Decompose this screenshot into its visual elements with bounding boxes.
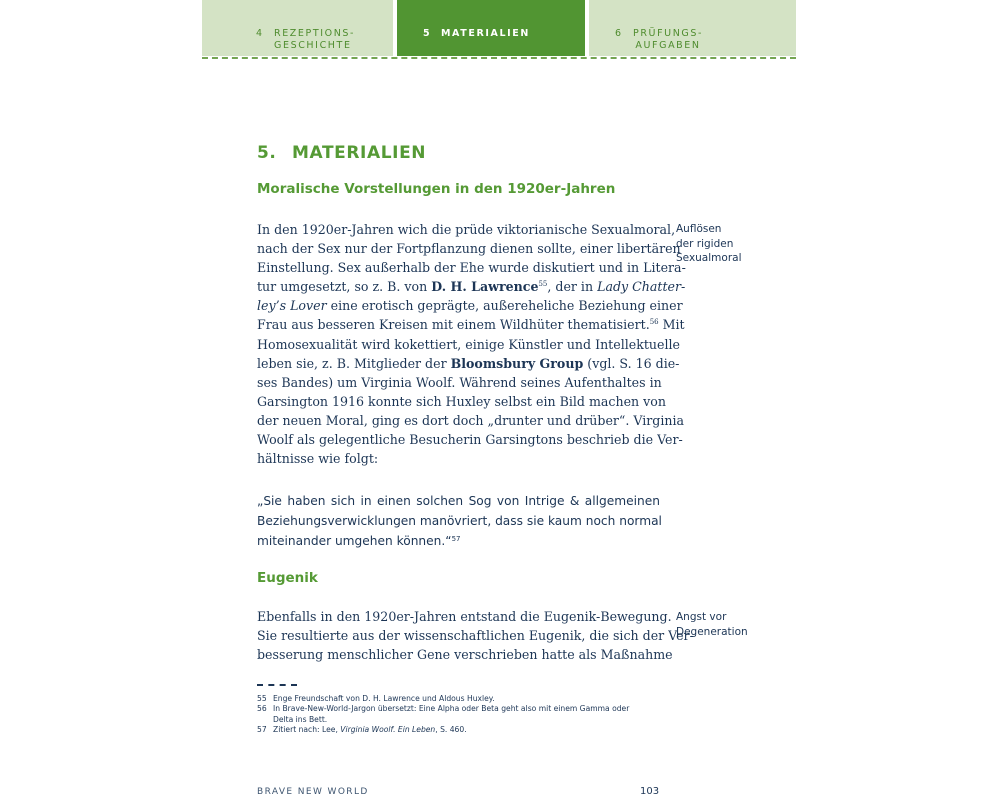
footnote-55 <box>257 694 660 704</box>
book-title: Virginia Woolf. Ein Leben <box>340 725 436 735</box>
text-line: ses Bandes) um Virginia Woolf. Während seines Aufenthaltes in <box>257 374 662 390</box>
marginal-line: Auflösen <box>676 223 722 235</box>
footnote-text <box>273 704 629 725</box>
text-line: nach der Sex nur der Fortpflanzung dienen sollte, einer libertären <box>257 241 681 257</box>
tab-number: 5 <box>423 28 432 39</box>
text-line: Sie resultierte aus der wissenschaftlichen Eugenik, die sich der Ver- <box>257 628 694 644</box>
section-heading-moral: Moralische Vorstellungen in den 1920er-Jahren <box>257 181 616 197</box>
footnote-line: Delta ins Bett. <box>273 714 328 724</box>
text-run: Frau aus besseren Kreisen mit einem Wildhüter thematisiert. <box>257 317 650 333</box>
running-footer-title: BRAVE NEW WORLD <box>257 787 369 797</box>
text-line: Einstellung. Sex außerhalb der Ehe wurde diskutiert und in Litera- <box>257 260 686 276</box>
text-line: der neuen Moral, ging es dort doch „drunter und drüber“. Virginia <box>257 412 685 428</box>
footnote-ref-57[interactable]: 57 <box>451 535 461 543</box>
text-run: leben sie, z. B. Mitglieder der <box>257 355 451 371</box>
chapter-title-text: MATERIALIEN <box>292 143 427 163</box>
text-line: Ebenfalls in den 1920er-Jahren entstand die Eugenik-Bewegung. <box>257 609 672 624</box>
tab-label-line1: REZEPTIONS- <box>274 28 356 39</box>
tab-number: 4 <box>256 28 264 39</box>
footnote-number: 56 <box>257 704 267 714</box>
text-run: , S. 460. <box>435 725 467 735</box>
marginal-note-sexualmoral <box>676 222 741 266</box>
text-line <box>257 315 685 334</box>
footnote-text <box>273 725 467 735</box>
group-name: Bloomsbury Group <box>450 355 584 371</box>
text-run: , der in <box>547 279 598 295</box>
text-run: (vgl. S. 16 die- <box>583 355 680 371</box>
text-line <box>257 277 686 296</box>
footnote-text: Enge Freundschaft von D. H. Lawrence und Aldous Huxley. <box>273 694 495 703</box>
tab-materialien[interactable] <box>397 0 585 56</box>
text-run: tur umgesetzt, so z. B. von <box>257 279 432 295</box>
text-line: hältnisse wie folgt: <box>257 451 379 467</box>
header-divider <box>202 57 796 59</box>
footnote-57 <box>257 725 660 735</box>
text-run: Mit <box>658 317 685 333</box>
footnote-number: 57 <box>257 725 267 735</box>
chapter-tabs <box>202 0 796 56</box>
marginal-line: der rigiden <box>676 237 734 250</box>
marginal-line: Sexualmoral <box>676 252 742 264</box>
tab-label-line2: GESCHICHTE <box>274 40 352 51</box>
section-heading-eugenik: Eugenik <box>257 570 318 586</box>
footnotes <box>257 694 660 736</box>
chapter-title <box>257 143 426 163</box>
tab-number: 6 <box>615 28 623 39</box>
text-line: Garsington 1916 konnte sich Huxley selbst ein Bild machen von <box>257 393 666 409</box>
footnote-number: 55 <box>257 694 267 703</box>
text-line: Woolf als gelegentliche Besucherin Garsingtons beschrieb die Ver- <box>257 432 683 448</box>
text-run: miteinander umgehen können.“ <box>257 534 452 548</box>
tab-pruefungsaufgaben[interactable] <box>589 0 796 56</box>
marginal-line: Degeneration <box>676 625 748 638</box>
paragraph-eugenik <box>257 607 694 664</box>
footnote-56 <box>257 704 660 725</box>
text-line <box>257 354 680 373</box>
text-run: Zitiert nach: Lee, <box>273 725 341 735</box>
quote-line <box>257 531 660 551</box>
paragraph-sexualmoral <box>257 220 686 468</box>
quote-line: Beziehungsverwicklungen manövriert, dass sie kaum noch normal <box>257 514 662 528</box>
footnote-ref-56[interactable]: 56 <box>649 318 659 327</box>
text-line: In den 1920er-Jahren wich die prüde viktorianische Sexualmoral, <box>257 222 676 237</box>
chapter-number: 5. <box>257 143 277 163</box>
person-name: D. H. Lawrence <box>431 279 539 295</box>
footnote-ref-55[interactable]: 55 <box>538 280 548 289</box>
tab-label-line1: MATERIALIEN <box>441 28 530 39</box>
tab-label-line1: PRÜFUNGS- <box>633 28 704 39</box>
woolf-quote <box>257 491 660 551</box>
text-run: eine erotisch geprägte, außereheliche Beziehung einer <box>326 298 683 314</box>
marginal-note-eugenik <box>676 610 748 639</box>
tab-rezeptionsgeschichte[interactable] <box>202 0 393 56</box>
text-line <box>257 296 683 315</box>
page-number: 103 <box>640 786 660 797</box>
tab-label-line2: AUFGABEN <box>635 40 701 51</box>
quote-line: „Sie haben sich in einen solchen Sog von Intrige & allgemeinen <box>257 494 660 508</box>
footnote-divider <box>257 684 297 686</box>
text-line: Homosexualität wird kokettiert, einige Künstler und Intellektuelle <box>257 336 680 352</box>
marginal-line: Angst vor <box>676 611 727 623</box>
footnote-line: In Brave-New-World-Jargon übersetzt: Eine Alpha oder Beta geht also mit einem Gamma oder <box>273 704 630 714</box>
text-line: besserung menschlicher Gene verschrieben hatte als Maßnahme <box>257 647 673 663</box>
book-title: ley’s Lover <box>257 298 327 314</box>
book-title: Lady Chatter- <box>597 279 686 295</box>
